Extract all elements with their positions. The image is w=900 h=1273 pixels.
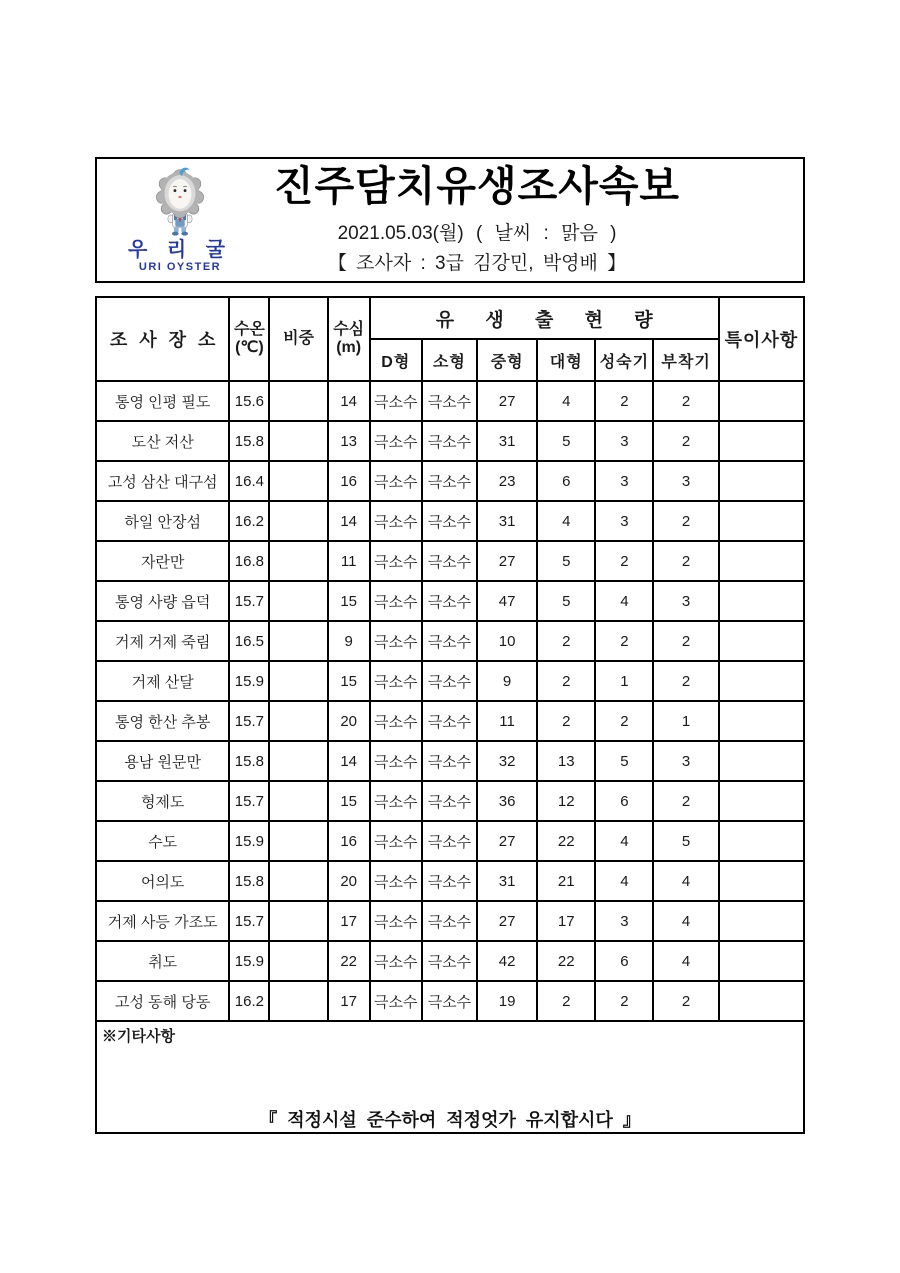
- title-block: [255, 165, 803, 274]
- cell-d-type: 극소수: [370, 421, 422, 461]
- table-row: [96, 901, 804, 941]
- cell-temp: 15.7: [229, 701, 269, 741]
- cell-mature: 2: [595, 981, 653, 1021]
- cell-notes: [719, 701, 804, 741]
- table-row: [96, 581, 804, 621]
- cell-location: 하일 안장섬: [96, 501, 229, 541]
- cell-large: 22: [537, 821, 595, 861]
- cell-depth: 17: [328, 981, 370, 1021]
- cell-d-type: 극소수: [370, 741, 422, 781]
- cell-temp: 15.6: [229, 381, 269, 421]
- cell-mature: 4: [595, 861, 653, 901]
- cell-notes: [719, 501, 804, 541]
- cell-location: 거제 사등 가조도: [96, 901, 229, 941]
- cell-large: 6: [537, 461, 595, 501]
- cell-medium: 19: [477, 981, 537, 1021]
- cell-gravity: [269, 461, 327, 501]
- cell-d-type: 극소수: [370, 861, 422, 901]
- cell-gravity: [269, 421, 327, 461]
- cell-small: 극소수: [422, 381, 477, 421]
- cell-small: 극소수: [422, 941, 477, 981]
- cell-temp: 15.9: [229, 821, 269, 861]
- cell-depth: 16: [328, 461, 370, 501]
- cell-small: 극소수: [422, 661, 477, 701]
- cell-attach: 2: [653, 661, 718, 701]
- cell-gravity: [269, 901, 327, 941]
- cell-depth: 20: [328, 861, 370, 901]
- table-row: [96, 741, 804, 781]
- etc-label: ※기타사항: [102, 1028, 175, 1045]
- cell-attach: 2: [653, 781, 718, 821]
- cell-location: 도산 저산: [96, 421, 229, 461]
- cell-large: 5: [537, 541, 595, 581]
- cell-temp: 15.9: [229, 941, 269, 981]
- cell-large: 2: [537, 981, 595, 1021]
- cell-medium: 11: [477, 701, 537, 741]
- cell-d-type: 극소수: [370, 981, 422, 1021]
- cell-large: 4: [537, 501, 595, 541]
- cell-large: 2: [537, 661, 595, 701]
- cell-medium: 27: [477, 821, 537, 861]
- col-header-gravity: 비중: [269, 297, 327, 381]
- cell-temp: 15.7: [229, 581, 269, 621]
- cell-small: 극소수: [422, 821, 477, 861]
- table-row: [96, 541, 804, 581]
- cell-large: 2: [537, 701, 595, 741]
- cell-small: 극소수: [422, 861, 477, 901]
- table-body: [96, 381, 804, 1021]
- cell-mature: 4: [595, 821, 653, 861]
- table-row: [96, 941, 804, 981]
- col-header-attach: 부착기: [653, 339, 718, 381]
- cell-mature: 3: [595, 461, 653, 501]
- cell-temp: 16.2: [229, 981, 269, 1021]
- cell-notes: [719, 541, 804, 581]
- cell-temp: 15.7: [229, 781, 269, 821]
- cell-d-type: 극소수: [370, 581, 422, 621]
- cell-gravity: [269, 941, 327, 981]
- cell-d-type: 극소수: [370, 781, 422, 821]
- col-header-temp: [229, 297, 269, 381]
- temp-label: 수온: [233, 320, 265, 338]
- cell-medium: 27: [477, 541, 537, 581]
- cell-small: 극소수: [422, 701, 477, 741]
- cell-depth: 11: [328, 541, 370, 581]
- cell-location: 거제 산달: [96, 661, 229, 701]
- temp-unit: (℃): [235, 339, 264, 356]
- cell-large: 5: [537, 581, 595, 621]
- cell-attach: 3: [653, 581, 718, 621]
- cell-attach: 3: [653, 461, 718, 501]
- cell-medium: 31: [477, 861, 537, 901]
- cell-d-type: 극소수: [370, 501, 422, 541]
- col-header-location: 조 사 장 소: [96, 297, 229, 381]
- cell-temp: 16.2: [229, 501, 269, 541]
- cell-location: 고성 동해 당동: [96, 981, 229, 1021]
- cell-depth: 9: [328, 621, 370, 661]
- cell-medium: 10: [477, 621, 537, 661]
- table-row: [96, 381, 804, 421]
- cell-depth: 17: [328, 901, 370, 941]
- table-row: [96, 621, 804, 661]
- cell-mature: 3: [595, 421, 653, 461]
- cell-gravity: [269, 781, 327, 821]
- cell-mature: 2: [595, 701, 653, 741]
- cell-large: 4: [537, 381, 595, 421]
- cell-d-type: 극소수: [370, 661, 422, 701]
- cell-attach: 1: [653, 701, 718, 741]
- cell-gravity: [269, 621, 327, 661]
- cell-location: 고성 삼산 대구섬: [96, 461, 229, 501]
- table-row: [96, 421, 804, 461]
- logo-korean-label: 우 리 굴: [127, 239, 233, 262]
- cell-temp: 15.8: [229, 741, 269, 781]
- cell-location: 거제 거제 죽림: [96, 621, 229, 661]
- cell-medium: 47: [477, 581, 537, 621]
- cell-d-type: 극소수: [370, 381, 422, 421]
- cell-mature: 5: [595, 741, 653, 781]
- depth-unit: (m): [336, 339, 362, 356]
- cell-location: 취도: [96, 941, 229, 981]
- cell-notes: [719, 661, 804, 701]
- table-row: [96, 661, 804, 701]
- cell-gravity: [269, 381, 327, 421]
- cell-temp: 16.4: [229, 461, 269, 501]
- cell-notes: [719, 461, 804, 501]
- cell-location: 통영 사량 읍덕: [96, 581, 229, 621]
- cell-medium: 9: [477, 661, 537, 701]
- cell-small: 극소수: [422, 501, 477, 541]
- cell-large: 12: [537, 781, 595, 821]
- cell-d-type: 극소수: [370, 821, 422, 861]
- cell-location: 어의도: [96, 861, 229, 901]
- cell-gravity: [269, 981, 327, 1021]
- oyster-mascot-icon: [138, 165, 222, 239]
- cell-small: 극소수: [422, 741, 477, 781]
- mascot-foot: [172, 232, 179, 236]
- cell-depth: 15: [328, 781, 370, 821]
- cell-notes: [719, 581, 804, 621]
- cell-depth: 14: [328, 381, 370, 421]
- mascot-eye: [174, 190, 177, 193]
- cell-medium: 27: [477, 381, 537, 421]
- table-row: [96, 781, 804, 821]
- cell-notes: [719, 981, 804, 1021]
- cell-medium: 31: [477, 501, 537, 541]
- cell-d-type: 극소수: [370, 541, 422, 581]
- cell-d-type: 극소수: [370, 461, 422, 501]
- cell-attach: 3: [653, 741, 718, 781]
- cell-temp: 15.8: [229, 861, 269, 901]
- cell-depth: 14: [328, 741, 370, 781]
- mascot-face: [169, 180, 192, 210]
- cell-notes: [719, 781, 804, 821]
- cell-attach: 2: [653, 501, 718, 541]
- cell-notes: [719, 901, 804, 941]
- cell-attach: 2: [653, 421, 718, 461]
- cell-small: 극소수: [422, 781, 477, 821]
- col-header-mature: 성숙기: [595, 339, 653, 381]
- cell-mature: 2: [595, 381, 653, 421]
- table-row: [96, 501, 804, 541]
- col-header-small: 소형: [422, 339, 477, 381]
- cell-d-type: 극소수: [370, 941, 422, 981]
- cell-attach: 2: [653, 981, 718, 1021]
- cell-mature: 6: [595, 941, 653, 981]
- cell-small: 극소수: [422, 581, 477, 621]
- table-row: [96, 461, 804, 501]
- col-header-d-type: D형: [370, 339, 422, 381]
- depth-label: 수심: [333, 320, 365, 338]
- cell-medium: 42: [477, 941, 537, 981]
- cell-small: 극소수: [422, 461, 477, 501]
- cell-d-type: 극소수: [370, 901, 422, 941]
- footer-slogan: 『 적정시설 준수하여 적정엇가 유지합시다 』: [259, 1110, 641, 1130]
- cell-medium: 31: [477, 421, 537, 461]
- mascot-foot: [181, 232, 188, 236]
- cell-temp: 15.9: [229, 661, 269, 701]
- cell-notes: [719, 821, 804, 861]
- table-header: [96, 297, 804, 381]
- cell-gravity: [269, 581, 327, 621]
- cell-location: 자란만: [96, 541, 229, 581]
- cell-depth: 20: [328, 701, 370, 741]
- cell-temp: 16.8: [229, 541, 269, 581]
- cell-notes: [719, 741, 804, 781]
- col-header-large: 대형: [537, 339, 595, 381]
- cell-location: 통영 한산 추봉: [96, 701, 229, 741]
- cell-attach: 4: [653, 901, 718, 941]
- col-header-larvae-group: 유 생 출 현 량: [370, 297, 719, 339]
- cell-small: 극소수: [422, 541, 477, 581]
- cell-gravity: [269, 741, 327, 781]
- cell-depth: 15: [328, 581, 370, 621]
- date-line: 2021.05.03(월) ( 날씨 : 맑음 ): [337, 222, 617, 244]
- mascot-eye: [184, 190, 187, 193]
- cell-attach: 4: [653, 941, 718, 981]
- cell-depth: 13: [328, 421, 370, 461]
- table-row: [96, 821, 804, 861]
- cell-gravity: [269, 821, 327, 861]
- surveyor-line: 【 조사자 : 3급 김강민, 박영배 】: [327, 252, 627, 274]
- cell-notes: [719, 381, 804, 421]
- cell-attach: 2: [653, 541, 718, 581]
- cell-location: 용남 원문만: [96, 741, 229, 781]
- cell-mature: 6: [595, 781, 653, 821]
- cell-attach: 2: [653, 381, 718, 421]
- cell-temp: 15.7: [229, 901, 269, 941]
- cell-mature: 4: [595, 581, 653, 621]
- cell-notes: [719, 941, 804, 981]
- cell-attach: 5: [653, 821, 718, 861]
- mascot-mouth: [178, 196, 181, 198]
- col-header-notes: 특이사항: [719, 297, 804, 381]
- cell-attach: 2: [653, 621, 718, 661]
- col-header-depth: [328, 297, 370, 381]
- cell-notes: [719, 861, 804, 901]
- cell-temp: 16.5: [229, 621, 269, 661]
- table-row: [96, 701, 804, 741]
- cell-depth: 14: [328, 501, 370, 541]
- cell-temp: 15.8: [229, 421, 269, 461]
- cell-mature: 1: [595, 661, 653, 701]
- cell-mature: 3: [595, 501, 653, 541]
- cell-medium: 27: [477, 901, 537, 941]
- cell-attach: 4: [653, 861, 718, 901]
- cell-notes: [719, 421, 804, 461]
- cell-notes: [719, 621, 804, 661]
- cell-gravity: [269, 501, 327, 541]
- cell-medium: 32: [477, 741, 537, 781]
- cell-large: 17: [537, 901, 595, 941]
- cell-mature: 3: [595, 901, 653, 941]
- page-title: 진주담치유생조사속보: [273, 163, 681, 210]
- cell-depth: 22: [328, 941, 370, 981]
- survey-table: [95, 296, 805, 1134]
- cell-medium: 36: [477, 781, 537, 821]
- cell-depth: 15: [328, 661, 370, 701]
- header-box: [95, 157, 805, 283]
- cell-large: 5: [537, 421, 595, 461]
- cell-large: 2: [537, 621, 595, 661]
- cell-small: 극소수: [422, 901, 477, 941]
- cell-large: 13: [537, 741, 595, 781]
- cell-d-type: 극소수: [370, 701, 422, 741]
- logo-english-label: URI OYSTER: [138, 261, 222, 274]
- cell-location: 형제도: [96, 781, 229, 821]
- col-header-medium: 중형: [477, 339, 537, 381]
- cell-d-type: 극소수: [370, 621, 422, 661]
- cell-location: 수도: [96, 821, 229, 861]
- cell-depth: 16: [328, 821, 370, 861]
- cell-mature: 2: [595, 541, 653, 581]
- cell-gravity: [269, 661, 327, 701]
- cell-large: 21: [537, 861, 595, 901]
- cell-gravity: [269, 701, 327, 741]
- table-row: [96, 981, 804, 1021]
- cell-gravity: [269, 541, 327, 581]
- cell-large: 22: [537, 941, 595, 981]
- cell-mature: 2: [595, 621, 653, 661]
- cell-small: 극소수: [422, 421, 477, 461]
- table-row: [96, 861, 804, 901]
- cell-gravity: [269, 861, 327, 901]
- cell-small: 극소수: [422, 981, 477, 1021]
- cell-location: 통영 인평 필도: [96, 381, 229, 421]
- cell-medium: 23: [477, 461, 537, 501]
- logo: [105, 165, 255, 274]
- cell-small: 극소수: [422, 621, 477, 661]
